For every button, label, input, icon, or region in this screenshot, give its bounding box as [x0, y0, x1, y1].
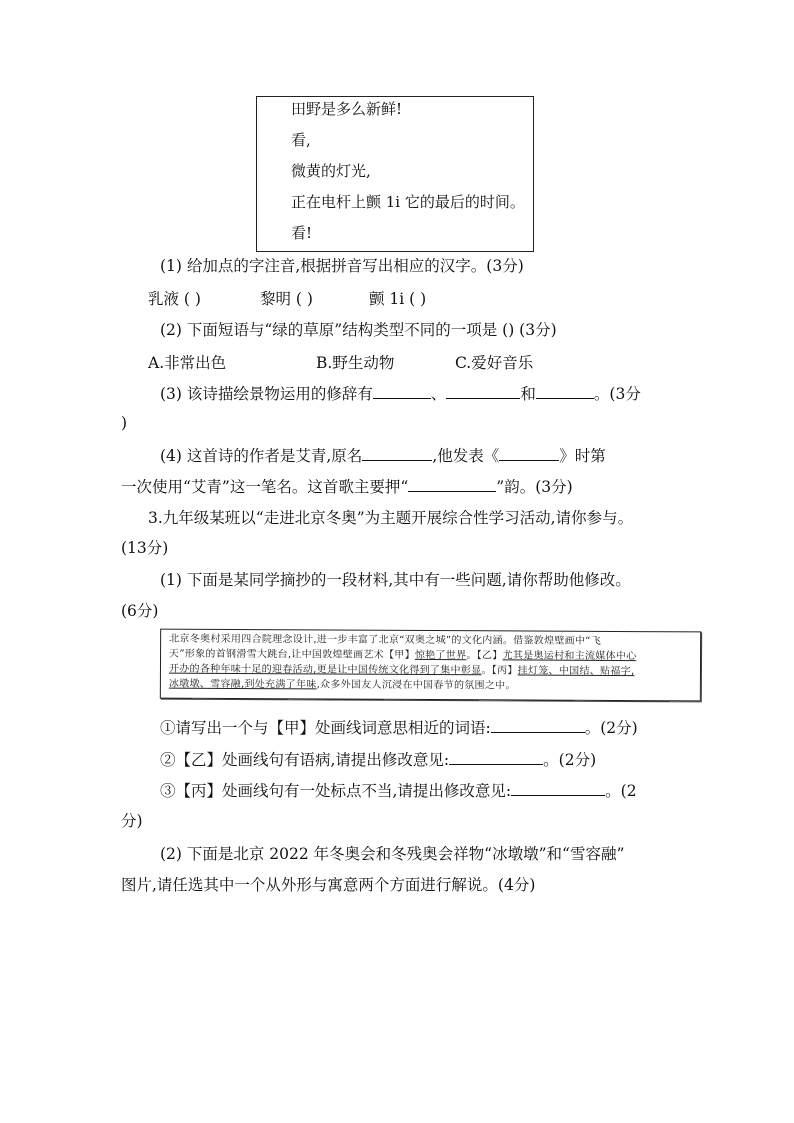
- material-text: 。【乙】: [466, 650, 503, 662]
- underlined-phrase-jia: 惊艳了世界: [414, 649, 467, 662]
- answer-blank[interactable]: [536, 382, 594, 399]
- poem-line: 微黄的灯光,: [291, 162, 371, 180]
- section-3-heading: 3.九年级某班以“走进北京冬奥”为主题开展综合性学习活动,请你参与。: [148, 509, 634, 527]
- q4-text: 一次使用“艾青”这一笔名。这首歌主要押“: [121, 478, 409, 496]
- sub-question-1-1: [160, 716, 638, 739]
- material-line: [169, 648, 637, 664]
- answer-blank[interactable]: [449, 748, 543, 765]
- sub-text: ①请写出一个与【甲】处画线词意思相近的词语:: [160, 719, 491, 737]
- sub-text: 。(2: [605, 782, 637, 800]
- poem-line: 看!: [291, 224, 313, 242]
- question-2-prompt: (2) 下面短语与“绿的草原”结构类型不同的一项是 () (3分): [160, 321, 557, 339]
- sub-text: 。(2分): [584, 719, 638, 737]
- sub-text: ③【丙】处画线句有一处标点不当,请提出修改意见:: [160, 782, 512, 800]
- material-text: ,众多外国友人沉浸在中国春节的氛围之中。: [316, 679, 516, 692]
- underlined-sentence-yi: 尤其是奥运村和主流媒体中心: [502, 650, 637, 663]
- sub-question-1: (1) 下面是某同学摘抄的一段材料,其中有一些问题,请你帮助他修改。: [160, 571, 631, 589]
- answer-blank[interactable]: [373, 382, 431, 399]
- q1-item: 黎明 ( ): [260, 290, 313, 308]
- sub-question-1-2: [160, 748, 596, 771]
- material-text: 天”形象的首钢滑雪大跳台,让中国敦煌壁画艺术【甲】: [169, 648, 415, 661]
- underlined-sentence-bing: 挂灯笼、中国结、贴福字,: [517, 665, 635, 678]
- q3-cont: ): [121, 414, 128, 432]
- q3-text: (3) 该诗描绘景物运用的修辞有: [160, 385, 373, 403]
- underlined-sentence-bing: 冰墩墩、雪容融,到处充满了年味: [168, 678, 317, 691]
- underlined-sentence-yi: 开办的各种年味十足的迎春活动,更是让中国传统文化得到了集中彰显: [168, 663, 482, 677]
- sub-text: 。(2分): [543, 751, 597, 769]
- poem-line: 看,: [291, 131, 311, 149]
- q2-option: C.爱好音乐: [455, 354, 534, 372]
- material-excerpt-box: [160, 629, 701, 702]
- poem-line: 正在电杆上颤 1i 它的最后的时间。: [291, 193, 525, 211]
- q4-text: (4) 这首诗的作者是艾青,原名: [160, 447, 363, 465]
- q3-sep: 和: [520, 385, 536, 403]
- sub-question-1-score: (6分): [121, 602, 159, 620]
- poem-box: [256, 96, 534, 252]
- q2-option: A.非常出色: [148, 354, 227, 372]
- answer-blank[interactable]: [499, 444, 559, 461]
- answer-blank[interactable]: [491, 716, 585, 733]
- sub-question-2-cont: 图片,请任选其中一个从外形与寓意两个方面进行解说。(4分): [121, 876, 536, 894]
- material-text: 。【丙】: [481, 665, 518, 677]
- question-4-line: [160, 444, 606, 467]
- answer-blank[interactable]: [362, 444, 432, 461]
- q3-sep: 、: [430, 385, 447, 403]
- sub-question-1-3-cont: 分): [121, 812, 143, 830]
- material-line: 北京冬奥村采用四合院理念设计,进一步丰富了北京“双奥之城”的文化内涵。借鉴敦煌壁画中“飞: [169, 633, 602, 647]
- section-3-score: (13分): [121, 539, 169, 557]
- question-1-prompt: (1) 给加点的字注音,根据拼音写出相应的汉字。(3分): [160, 257, 524, 275]
- sub-question-2: (2) 下面是北京 2022 年冬奥会和冬残奥会祥物“冰墩墩”和“雪容融”: [160, 845, 625, 863]
- q3-end: 。(3分: [593, 385, 641, 403]
- q2-option: B.野生动物: [316, 354, 395, 372]
- sub-text: ②【乙】处画线句有语病,请提出修改意见:: [160, 751, 450, 769]
- q1-item: 颤 1i ( ): [369, 290, 427, 308]
- q1-item: 乳液 ( ): [148, 290, 201, 308]
- question-4-line-2: [121, 475, 573, 498]
- answer-blank[interactable]: [446, 382, 520, 399]
- q4-text: 》时第: [559, 447, 606, 465]
- answer-blank[interactable]: [511, 779, 605, 796]
- q4-text: ”韵。(3分): [496, 478, 573, 496]
- question-3-line: [160, 382, 641, 405]
- poem-line: 田野是多么新鲜!: [291, 100, 403, 118]
- answer-blank[interactable]: [408, 475, 496, 492]
- material-line: [169, 663, 635, 679]
- q4-text: ,他发表《: [432, 447, 500, 465]
- sub-question-1-3: [160, 779, 637, 802]
- material-line: [169, 678, 516, 694]
